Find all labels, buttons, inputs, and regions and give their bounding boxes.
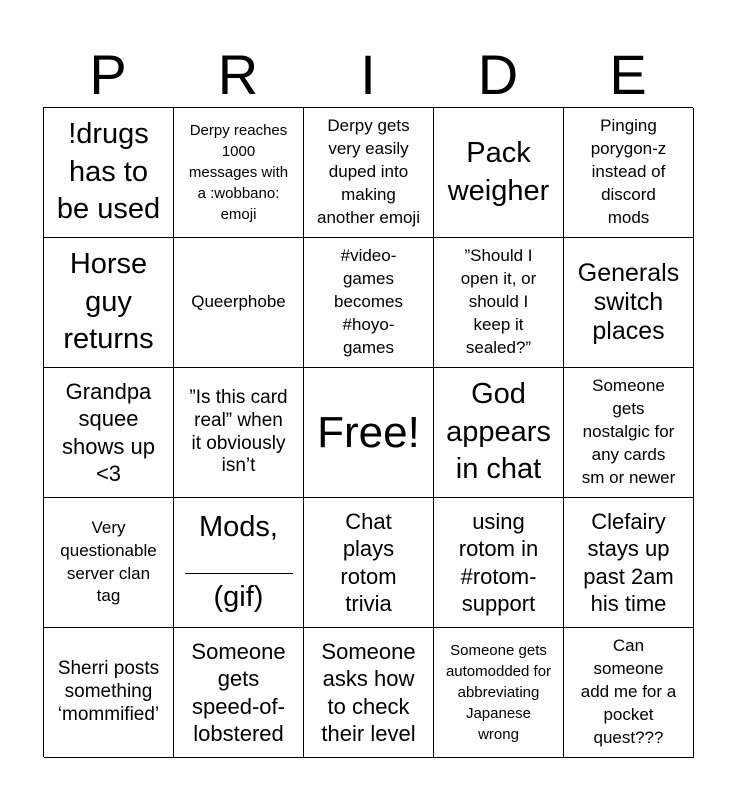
bingo-cell-free[interactable] bbox=[304, 368, 434, 498]
cell-text: Mods, bbox=[199, 511, 278, 544]
bingo-cell[interactable] bbox=[174, 628, 304, 758]
cell-text-suffix: (gif) bbox=[213, 581, 264, 613]
cell-text: Can someone add me for a pocket quest??? bbox=[580, 636, 677, 747]
bingo-cell[interactable] bbox=[174, 238, 304, 368]
cell-text: Someone gets nostalgic for any cards sm or newer bbox=[581, 376, 676, 487]
cell-text: Clefairy stays up past 2am his time bbox=[583, 508, 674, 616]
cell-text: Grandpa squee shows up <3 bbox=[62, 378, 155, 486]
cell-text: Chat plays rotom trivia bbox=[340, 508, 397, 616]
bingo-cell[interactable] bbox=[434, 238, 564, 368]
cell-text: Pinging porygon-z instead of discord mods bbox=[590, 116, 667, 227]
cell-text: using rotom in #rotom- support bbox=[458, 508, 539, 616]
cell-text: Someone asks how to check their level bbox=[321, 638, 416, 746]
bingo-cell[interactable] bbox=[44, 368, 174, 498]
bingo-cell[interactable] bbox=[304, 498, 434, 628]
cell-text: Derpy gets very easily duped into making another emoji bbox=[316, 116, 420, 227]
bingo-board bbox=[43, 107, 693, 757]
cell-text: Someone gets automodded for abbreviating Japanese wrong bbox=[445, 642, 552, 743]
cell-text: !drugs has to be used bbox=[56, 117, 161, 226]
header-letter-i: I bbox=[360, 43, 376, 106]
bingo-cell[interactable] bbox=[434, 108, 564, 238]
bingo-cell[interactable] bbox=[564, 368, 694, 498]
cell-text: Someone gets speed-of- lobstered bbox=[191, 638, 286, 746]
cell-text: Horse guy returns bbox=[63, 247, 154, 356]
bingo-cell[interactable] bbox=[44, 108, 174, 238]
bingo-cell[interactable] bbox=[304, 628, 434, 758]
header-letter-e: E bbox=[609, 43, 647, 106]
cell-text: ”Is this card real” when it obviously isn’t bbox=[189, 386, 288, 477]
bingo-cell-mods[interactable] bbox=[174, 498, 304, 628]
cell-text: Generals switch places bbox=[577, 259, 680, 345]
bingo-cell[interactable] bbox=[434, 368, 564, 498]
cell-text: God appears in chat bbox=[446, 377, 551, 486]
cell-text: Very questionable server clan tag bbox=[60, 517, 157, 606]
header-letter-p: P bbox=[89, 43, 127, 106]
bingo-cell[interactable] bbox=[564, 498, 694, 628]
bingo-cell[interactable] bbox=[44, 628, 174, 758]
header-letter-r: R bbox=[217, 43, 259, 106]
bingo-cell[interactable] bbox=[44, 498, 174, 628]
cell-text: Pack weigher bbox=[447, 136, 550, 207]
bingo-cell[interactable] bbox=[564, 628, 694, 758]
cell-text: ”Should I open it, or should I keep it sealed?” bbox=[460, 246, 537, 357]
bingo-header bbox=[43, 44, 693, 106]
bingo-cell[interactable] bbox=[44, 238, 174, 368]
bingo-cell[interactable] bbox=[304, 108, 434, 238]
cell-text: #video- games becomes #hoyo- games bbox=[334, 246, 403, 357]
bingo-cell[interactable] bbox=[434, 498, 564, 628]
cell-text: Sherri posts something ‘mommified’ bbox=[57, 658, 160, 725]
bingo-cell[interactable] bbox=[434, 628, 564, 758]
free-space-text: Free! bbox=[317, 407, 420, 457]
bingo-cell[interactable] bbox=[174, 368, 304, 498]
bingo-cell[interactable] bbox=[564, 108, 694, 238]
blank-line bbox=[185, 573, 293, 574]
bingo-cell[interactable] bbox=[304, 238, 434, 368]
header-letter-d: D bbox=[477, 43, 519, 106]
bingo-cell[interactable] bbox=[174, 108, 304, 238]
bingo-cell[interactable] bbox=[564, 238, 694, 368]
cell-text: Queerphobe bbox=[191, 292, 286, 312]
cell-text: Derpy reaches 1000 messages with a :wobbano: emoji bbox=[188, 122, 289, 223]
